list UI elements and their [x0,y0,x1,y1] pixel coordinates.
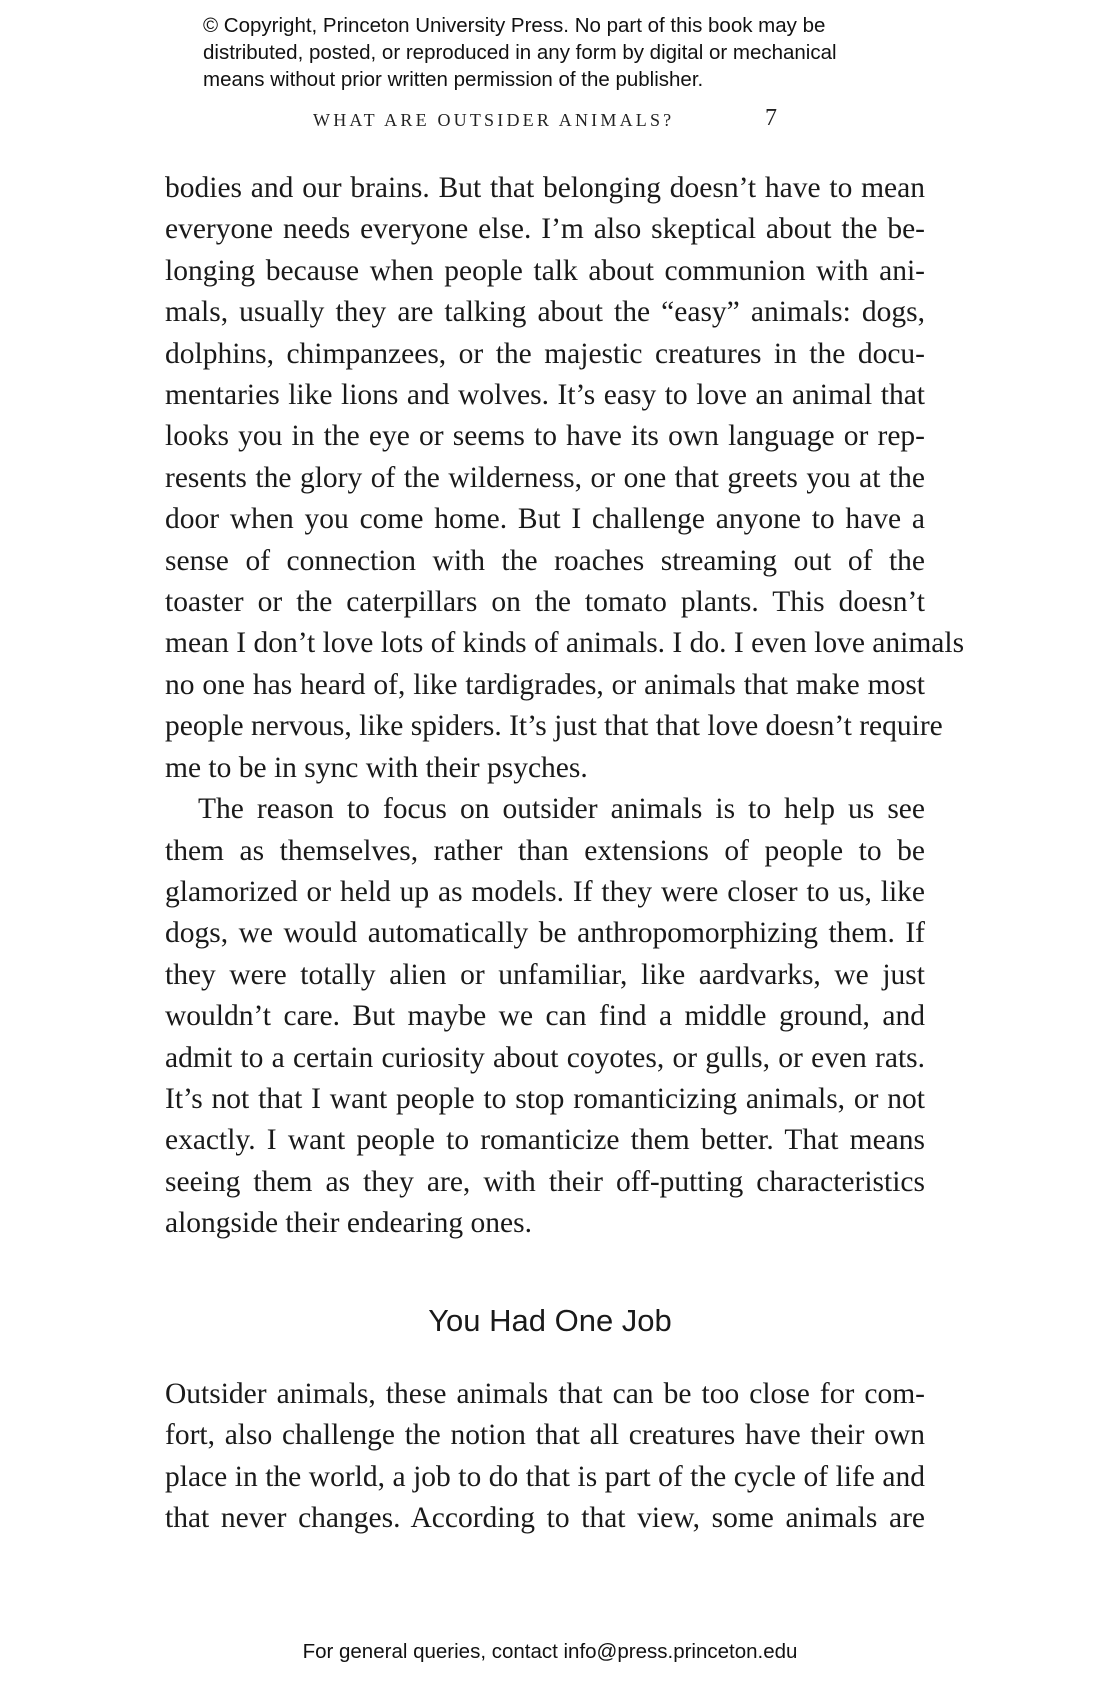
text-line: bodies and our brains. But that belonging doesn’t have to mean [165,172,925,204]
text-line: fort, also challenge the notion that all creatures have their own [165,1419,925,1452]
text-line: exactly. I want people to romanticize them better. That means [165,1124,925,1157]
section-text [165,1374,925,1540]
text-line: place in the world, a job to do that is part of the cycle of life and [165,1460,925,1493]
text-line: resents the glory of the wilderness, or one that greets you at the [165,461,925,494]
copyright-notice [203,12,923,93]
text-line: looks you in the eye or seems to have its own language or rep- [165,420,925,453]
text-line: glamorized or held up as models. If they were closer to us, like [165,875,925,908]
text-line: everyone needs everyone else. I’m also skeptical about the be- [165,213,925,246]
text-line: dogs, we would automatically be anthropomorphizing them. If [165,917,925,950]
text-line: alongside their endearing ones. [165,1207,532,1240]
text-line: mean I don’t love lots of kinds of animals. I do. I even love animals [165,627,965,660]
running-head [313,105,777,131]
main-text [165,168,965,1245]
text-line: mentaries like lions and wolves. It’s easy to love an animal that [165,379,925,412]
page-number: 7 [765,105,777,131]
paragraph [165,1374,925,1540]
text-line: seeing them as they are, with their off-putting characteristics [165,1165,925,1198]
text-line: they were totally alien or unfamiliar, like aardvarks, we just [165,958,925,991]
paragraph [165,168,965,789]
paragraph [165,789,925,1244]
text-line: people nervous, like spiders. It’s just that that love doesn’t require [165,710,943,743]
footer-contact: For general queries, contact info@press.princeton.edu [302,1640,798,1663]
text-line: longing because when people talk about communion with ani- [165,254,925,287]
text-line: toaster or the caterpillars on the tomato plants. This doesn’t [165,586,925,619]
text-line: them as themselves, rather than extensions of people to be [165,834,925,867]
copyright-line: means without prior written permission of the publisher. [203,68,704,91]
text-line: dolphins, chimpanzees, or the majestic creatures in the docu- [165,337,925,370]
text-line: mals, usually they are talking about the “easy” animals: dogs, [165,296,925,329]
running-head-title: WHAT ARE OUTSIDER ANIMALS? [313,110,675,130]
section-heading: You Had One Job [428,1303,672,1338]
text-line: me to be in sync with their psyches. [165,751,588,784]
text-line: no one has heard of, like tardigrades, or animals that make most [165,668,925,701]
text-line: wouldn’t care. But maybe we can find a middle ground, and [165,1000,925,1033]
text-line: that never changes. According to that view, some animals are [165,1502,925,1535]
text-line: Outsider animals, these animals that can be too close for com- [165,1378,925,1410]
text-line: door when you come home. But I challenge anyone to have a [165,503,925,536]
text-line: It’s not that I want people to stop romanticizing animals, or not [165,1082,925,1115]
text-line: The reason to focus on outsider animals is to help us see [198,793,925,826]
copyright-line: distributed, posted, or reproduced in any form by digital or mechanical [203,41,837,64]
copyright-line: © Copyright, Princeton University Press. No part of this book may be [203,14,826,37]
text-line: sense of connection with the roaches streaming out of the [165,544,925,577]
text-line: admit to a certain curiosity about coyotes, or gulls, or even rats. [165,1041,925,1074]
